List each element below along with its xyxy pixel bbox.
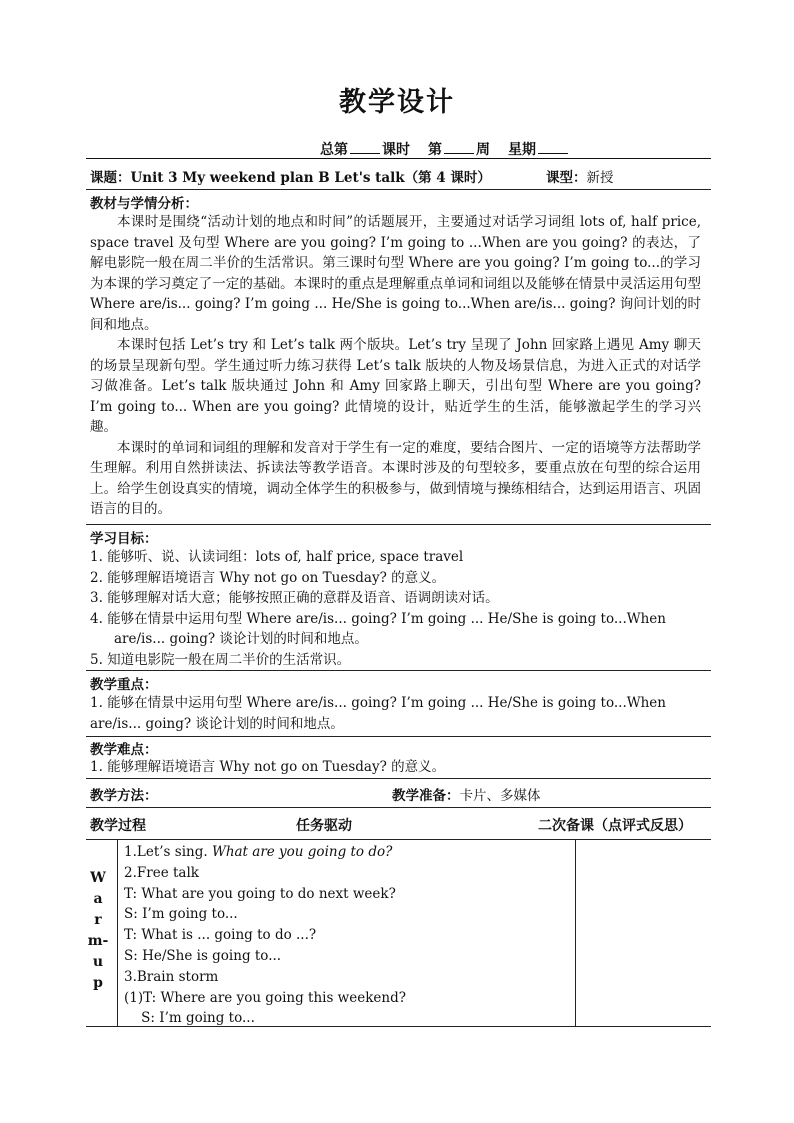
key-points-heading: 教学重点：	[90, 677, 158, 693]
weekday-blank[interactable]	[538, 141, 568, 154]
goals-list	[90, 547, 701, 670]
stage-letter: p	[93, 975, 103, 991]
divider	[86, 189, 711, 190]
step-line: (1)T: Where are you going this weekend?	[124, 989, 406, 1006]
song-title: What are you going to do?	[211, 844, 393, 860]
divider	[86, 524, 711, 525]
topic-label: 课题：	[90, 170, 131, 186]
stage-letter: m-	[87, 933, 109, 949]
analysis-body	[90, 212, 701, 520]
analysis-paragraph: 本课时的单词和词组的理解和发音对于学生有一定的难度，要结合图片、一定的语境等方法帮助学生理解。利用自然拼读法、拆读法等教学语音。本课时涉及的句型较多，要重点放在句型的综合运用上。给学生创设真实的情境，调动全体学生的积极参与，做到情境与操练相结合，达到运用语言、巩固语言的目的。	[90, 439, 701, 517]
analysis-paragraph: 本课时是围绕“活动计划的地点和时间”的话题展开，主要通过对话学习词组 lots of, half price, space travel 及句型 Where are you going? I’m going to ...When are you going? 的表达，了解电影院一般在周二半价的生活常识。第三课时句型 Where are you going? I’m going to...的学习为本课的学习奠定了一定的基础。本课时的重点是理解重点单词和词组以及能够在情景中灵活运用句型 Where are/is... going? I’m going ... He/She is going to...When are/is... going? 询问计划的时间和地点。	[90, 214, 701, 333]
lesson-type-value: 新授	[586, 170, 614, 186]
step-line: S: I’m going to...	[124, 1010, 255, 1027]
process-header-stage: 教学过程	[90, 818, 146, 834]
stage-letter: W	[90, 870, 106, 886]
step-line: S: He/She is going to...	[124, 947, 282, 964]
divider	[86, 670, 711, 671]
topic-row	[90, 166, 491, 186]
divider	[86, 778, 711, 779]
week-label: 周	[476, 142, 490, 158]
stage-letter: r	[94, 912, 102, 928]
divider	[86, 158, 711, 159]
step-line: 3.Brain storm	[124, 968, 219, 985]
step-line: T: What are you going to do next week?	[124, 885, 396, 902]
page-title: 教学设计	[339, 87, 455, 118]
stage-letter: u	[92, 954, 104, 970]
divider	[86, 1026, 711, 1027]
lesson-type-label: 课型：	[546, 170, 587, 186]
total-blank[interactable]	[350, 141, 380, 154]
total-label: 总第	[320, 142, 348, 158]
difficulties-text: 1. 能够理解语境语言 Why not go on Tuesday? 的意义。	[90, 759, 446, 775]
lesson-type	[546, 166, 614, 186]
step-line: S: I’m going to...	[124, 906, 238, 923]
process-header-task: 任务驱动	[296, 818, 352, 834]
column-divider	[117, 839, 118, 1026]
goal-item: 1. 能够听、说、认读词组：lots of, half price, space travel	[90, 549, 464, 565]
divider	[86, 839, 711, 840]
preparation-value: 卡片、多媒体	[459, 788, 541, 804]
divider	[86, 807, 711, 808]
goal-item-continued: are/is... going? 谈论计划的时间和地点。	[114, 631, 368, 647]
analysis-paragraph: 本课时包括 Let’s try 和 Let’s talk 两个版块。Let’s try 呈现了 John 回家路上遇见 Amy 聊天的场景呈现新句型。学生通过听力练习获得 Let’s talk 版块的人物及场景信息，为进入正式的对话学习做准备。Let’s talk 版块通过 John 和 Amy 回家路上聊天，引出句型 Where are you going? I’m going to... When are you going? 此情境的设计，贴近学生的生活，能够激起学生的学习兴趣。	[90, 337, 701, 435]
lesson-label: 课时	[382, 142, 410, 158]
week-prefix: 第	[428, 142, 442, 158]
step-line: T: What is ... going to do ...?	[124, 927, 317, 944]
process-header-reflection: 二次备课（点评式反思）	[538, 818, 692, 834]
lesson-meta-line	[320, 139, 570, 159]
warmup-steps	[124, 842, 406, 1029]
topic-value: Unit 3 My weekend plan B Let's talk（第 4 课时）	[130, 170, 491, 186]
column-divider	[575, 839, 576, 1026]
divider	[86, 736, 711, 737]
goal-item: 4. 能够在情景中运用句型 Where are/is... going? I’m going ... He/She is going to...When	[90, 610, 666, 627]
key-points-text: 1. 能够在情景中运用句型 Where are/is... going? I’m going ... He/She is going to...When are/is... going? 谈论计划的时间和地点。	[90, 695, 666, 732]
goal-item: 5. 知道电影院一般在周二半价的生活常识。	[90, 651, 351, 668]
step-line: 2.Free talk	[124, 864, 199, 881]
step-line	[124, 842, 406, 863]
goals-heading: 学习目标：	[90, 531, 158, 547]
stage-letter: a	[93, 891, 103, 907]
weekday-label: 星期	[508, 142, 536, 158]
analysis-heading: 教材与学情分析：	[90, 196, 198, 212]
preparation	[392, 784, 541, 804]
goal-item: 2. 能够理解语境语言 Why not go on Tuesday? 的意义。	[90, 569, 446, 586]
step-text: 1.Let’s sing.	[124, 844, 212, 860]
preparation-label: 教学准备：	[392, 788, 460, 804]
warmup-stage-label	[86, 868, 110, 994]
difficulties-heading: 教学难点：	[90, 742, 158, 758]
week-blank[interactable]	[444, 141, 474, 154]
methods-label: 教学方法：	[90, 788, 158, 804]
goal-item: 3. 能够理解对话大意；能够按照正确的意群及语音、语调朗读对话。	[90, 590, 499, 606]
